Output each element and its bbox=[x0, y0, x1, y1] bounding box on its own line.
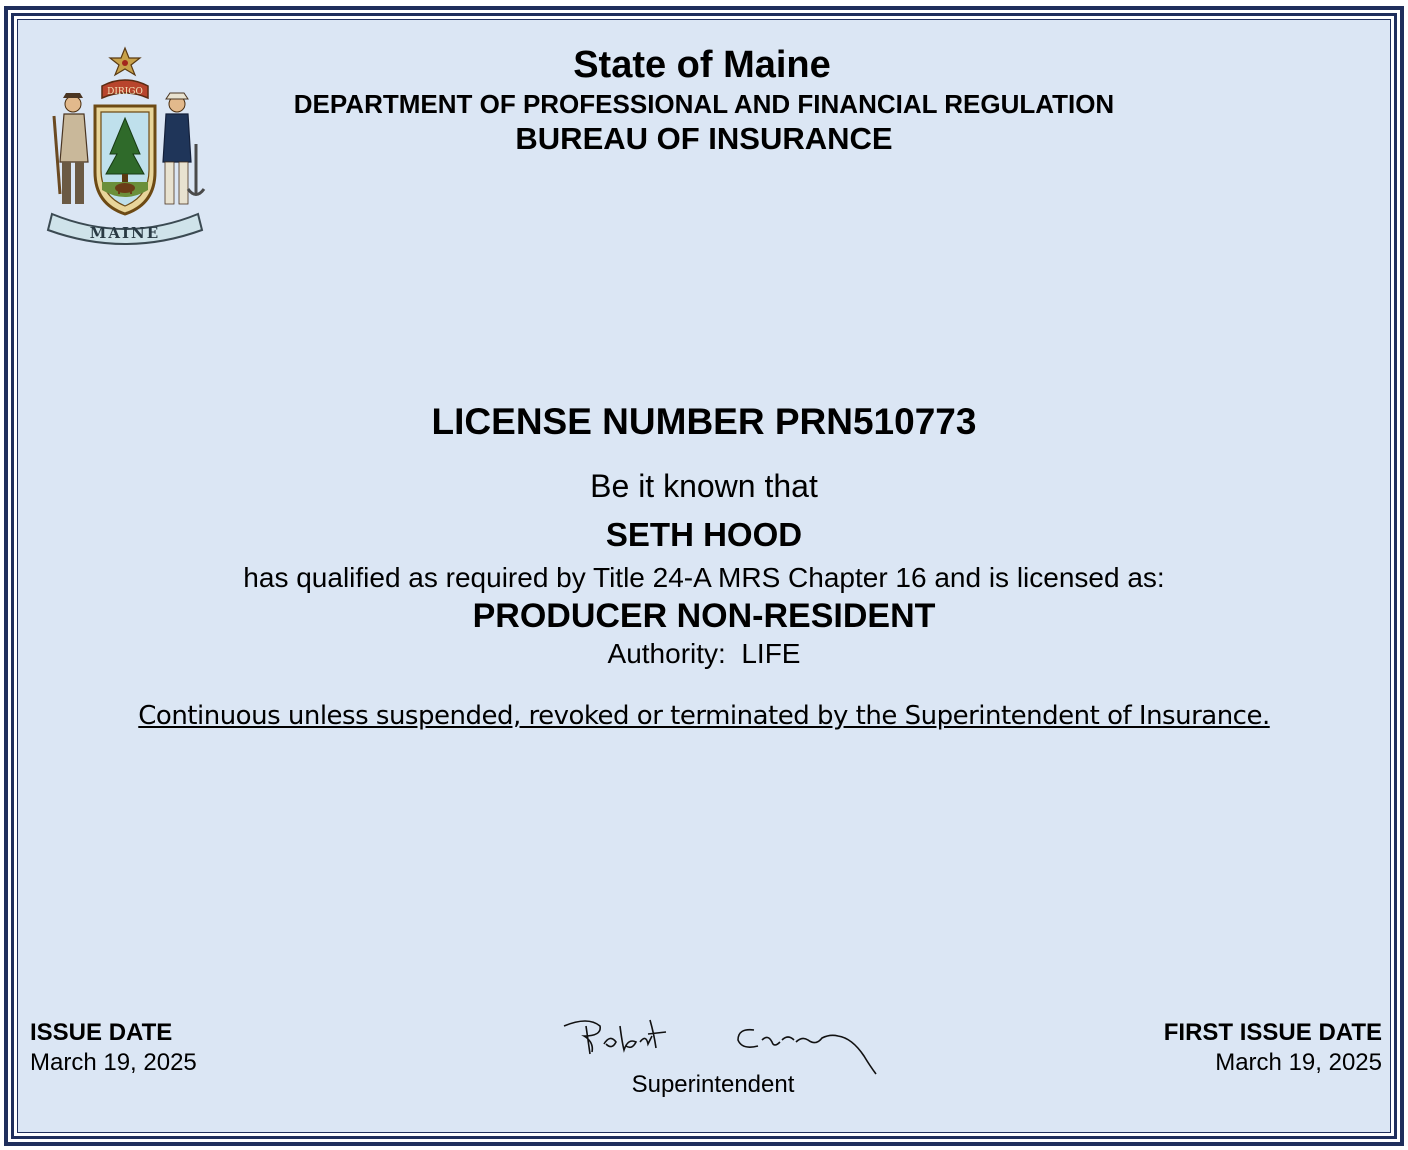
license-number: LICENSE NUMBER PRN510773 bbox=[431, 401, 977, 442]
license-type: PRODUCER NON-RESIDENT bbox=[472, 597, 936, 635]
continuity-note: Continuous unless suspended, revoked or terminated by the Superintendent of Insurance. bbox=[138, 701, 1270, 731]
license-authority: Authority: LIFE bbox=[607, 638, 801, 669]
state-title: State of Maine bbox=[573, 44, 831, 86]
seal-motto: DIRIGO bbox=[107, 87, 143, 97]
intro-text: Be it known that bbox=[590, 468, 818, 504]
issue-date-value: March 19, 2025 bbox=[30, 1049, 197, 1076]
certificate-outer-border bbox=[4, 6, 1404, 1146]
certificate-header bbox=[18, 42, 1390, 158]
issue-date-block bbox=[30, 1018, 197, 1078]
superintendent-signature bbox=[548, 1012, 878, 1078]
first-issue-date-block bbox=[1164, 1018, 1382, 1078]
issue-date-label: ISSUE DATE bbox=[30, 1019, 173, 1046]
certificate-panel bbox=[17, 19, 1391, 1133]
license-body bbox=[18, 398, 1390, 732]
signature-title: Superintendent bbox=[631, 1071, 795, 1098]
license-holder-name: SETH HOOD bbox=[605, 516, 803, 553]
first-issue-date-value: March 19, 2025 bbox=[1215, 1049, 1382, 1076]
qualification-text: has qualified as required by Title 24-A MRS Chapter 16 and is licensed as: bbox=[243, 562, 1165, 593]
bureau-name: BUREAU OF INSURANCE bbox=[515, 121, 893, 156]
department-name: DEPARTMENT OF PROFESSIONAL AND FINANCIAL REGULATION bbox=[293, 89, 1115, 119]
first-issue-date-label: FIRST ISSUE DATE bbox=[1163, 1019, 1382, 1046]
certificate-middle-border bbox=[11, 13, 1397, 1139]
seal-banner-text: MAINE bbox=[89, 224, 161, 242]
